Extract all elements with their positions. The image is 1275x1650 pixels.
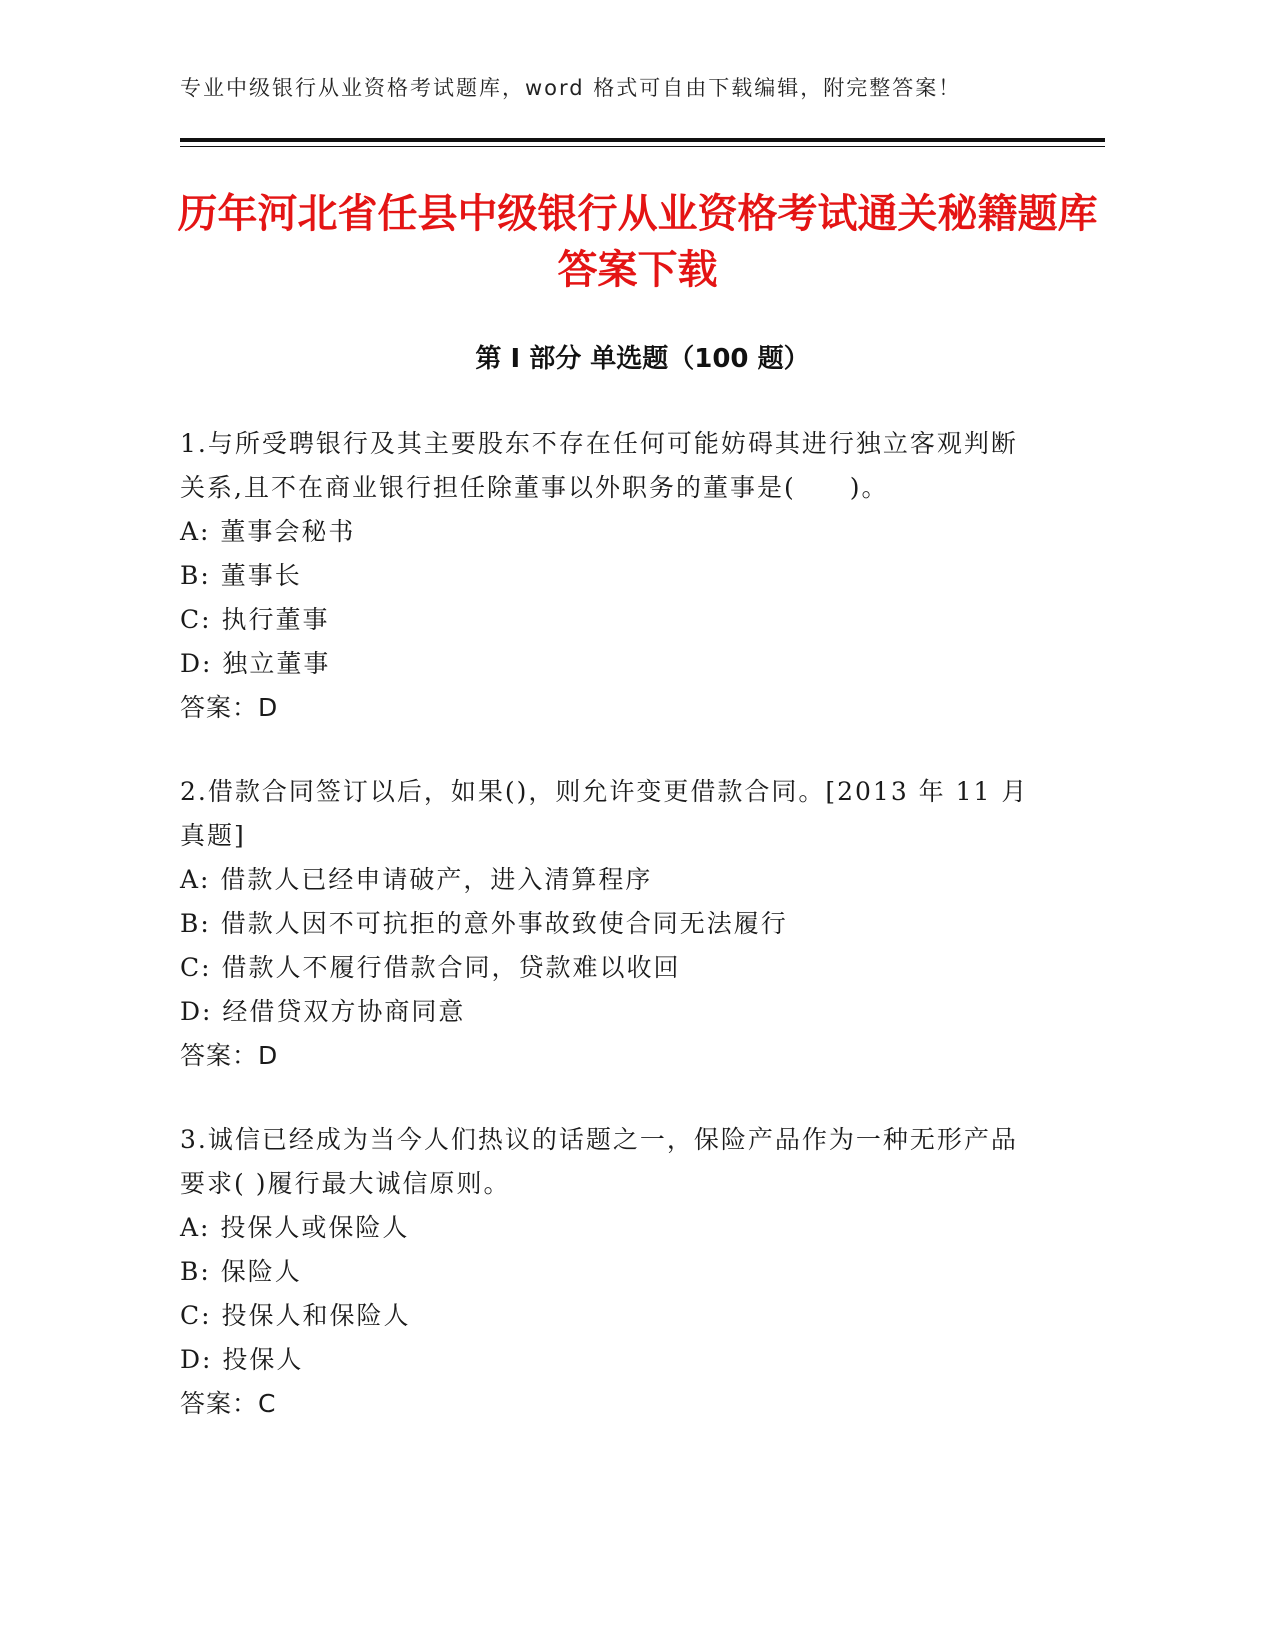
option-a: A: 借款人已经申请破产，进入清算程序 [180,865,653,894]
option-c: C: 执行董事 [180,605,330,634]
question-stem: 1.与所受聘银行及其主要股东不存在任何可能妨碍其进行独立客观判断关系,且不在商业银行担任除董事以外职务的董事是( )。 [180,429,1018,502]
section-title: 第 I 部分 单选题（100 题） [475,344,810,374]
header-note: 专业中级银行从业资格考试题库，word 格式可自由下载编辑，附完整答案！ [180,76,962,100]
option-d: D: 经借贷双方协商同意 [180,997,466,1026]
option-d: D: 独立董事 [180,649,331,678]
option-d: D: 投保人 [180,1345,304,1374]
document-title: 历年河北省任县中级银行从业资格考试通关秘籍题库答案下载 [177,191,1098,293]
option-c: C: 投保人和保险人 [180,1301,411,1330]
header-rule-thin [180,146,1105,147]
header-rule-thick [180,138,1105,142]
question-2 [180,770,1030,1078]
answer: 答案：D [180,1041,279,1070]
option-b: B: 董事长 [180,561,302,590]
option-a: A: 投保人或保险人 [180,1213,410,1242]
answer: 答案：D [180,693,279,722]
answer: 答案：C [180,1389,277,1418]
option-a: A: 董事会秘书 [180,517,356,546]
option-b: B: 保险人 [180,1257,302,1286]
question-1 [180,422,1030,730]
option-b: B: 借款人因不可抗拒的意外事故致使合同无法履行 [180,909,788,938]
question-3 [180,1118,1030,1426]
question-stem: 2.借款合同签订以后，如果()，则允许变更借款合同。[2013 年 11 月真题] [180,777,1029,850]
option-c: C: 借款人不履行借款合同，贷款难以收回 [180,953,681,982]
question-stem: 3.诚信已经成为当今人们热议的话题之一，保险产品作为一种无形产品要求( )履行最大诚信原则。 [180,1125,1018,1198]
